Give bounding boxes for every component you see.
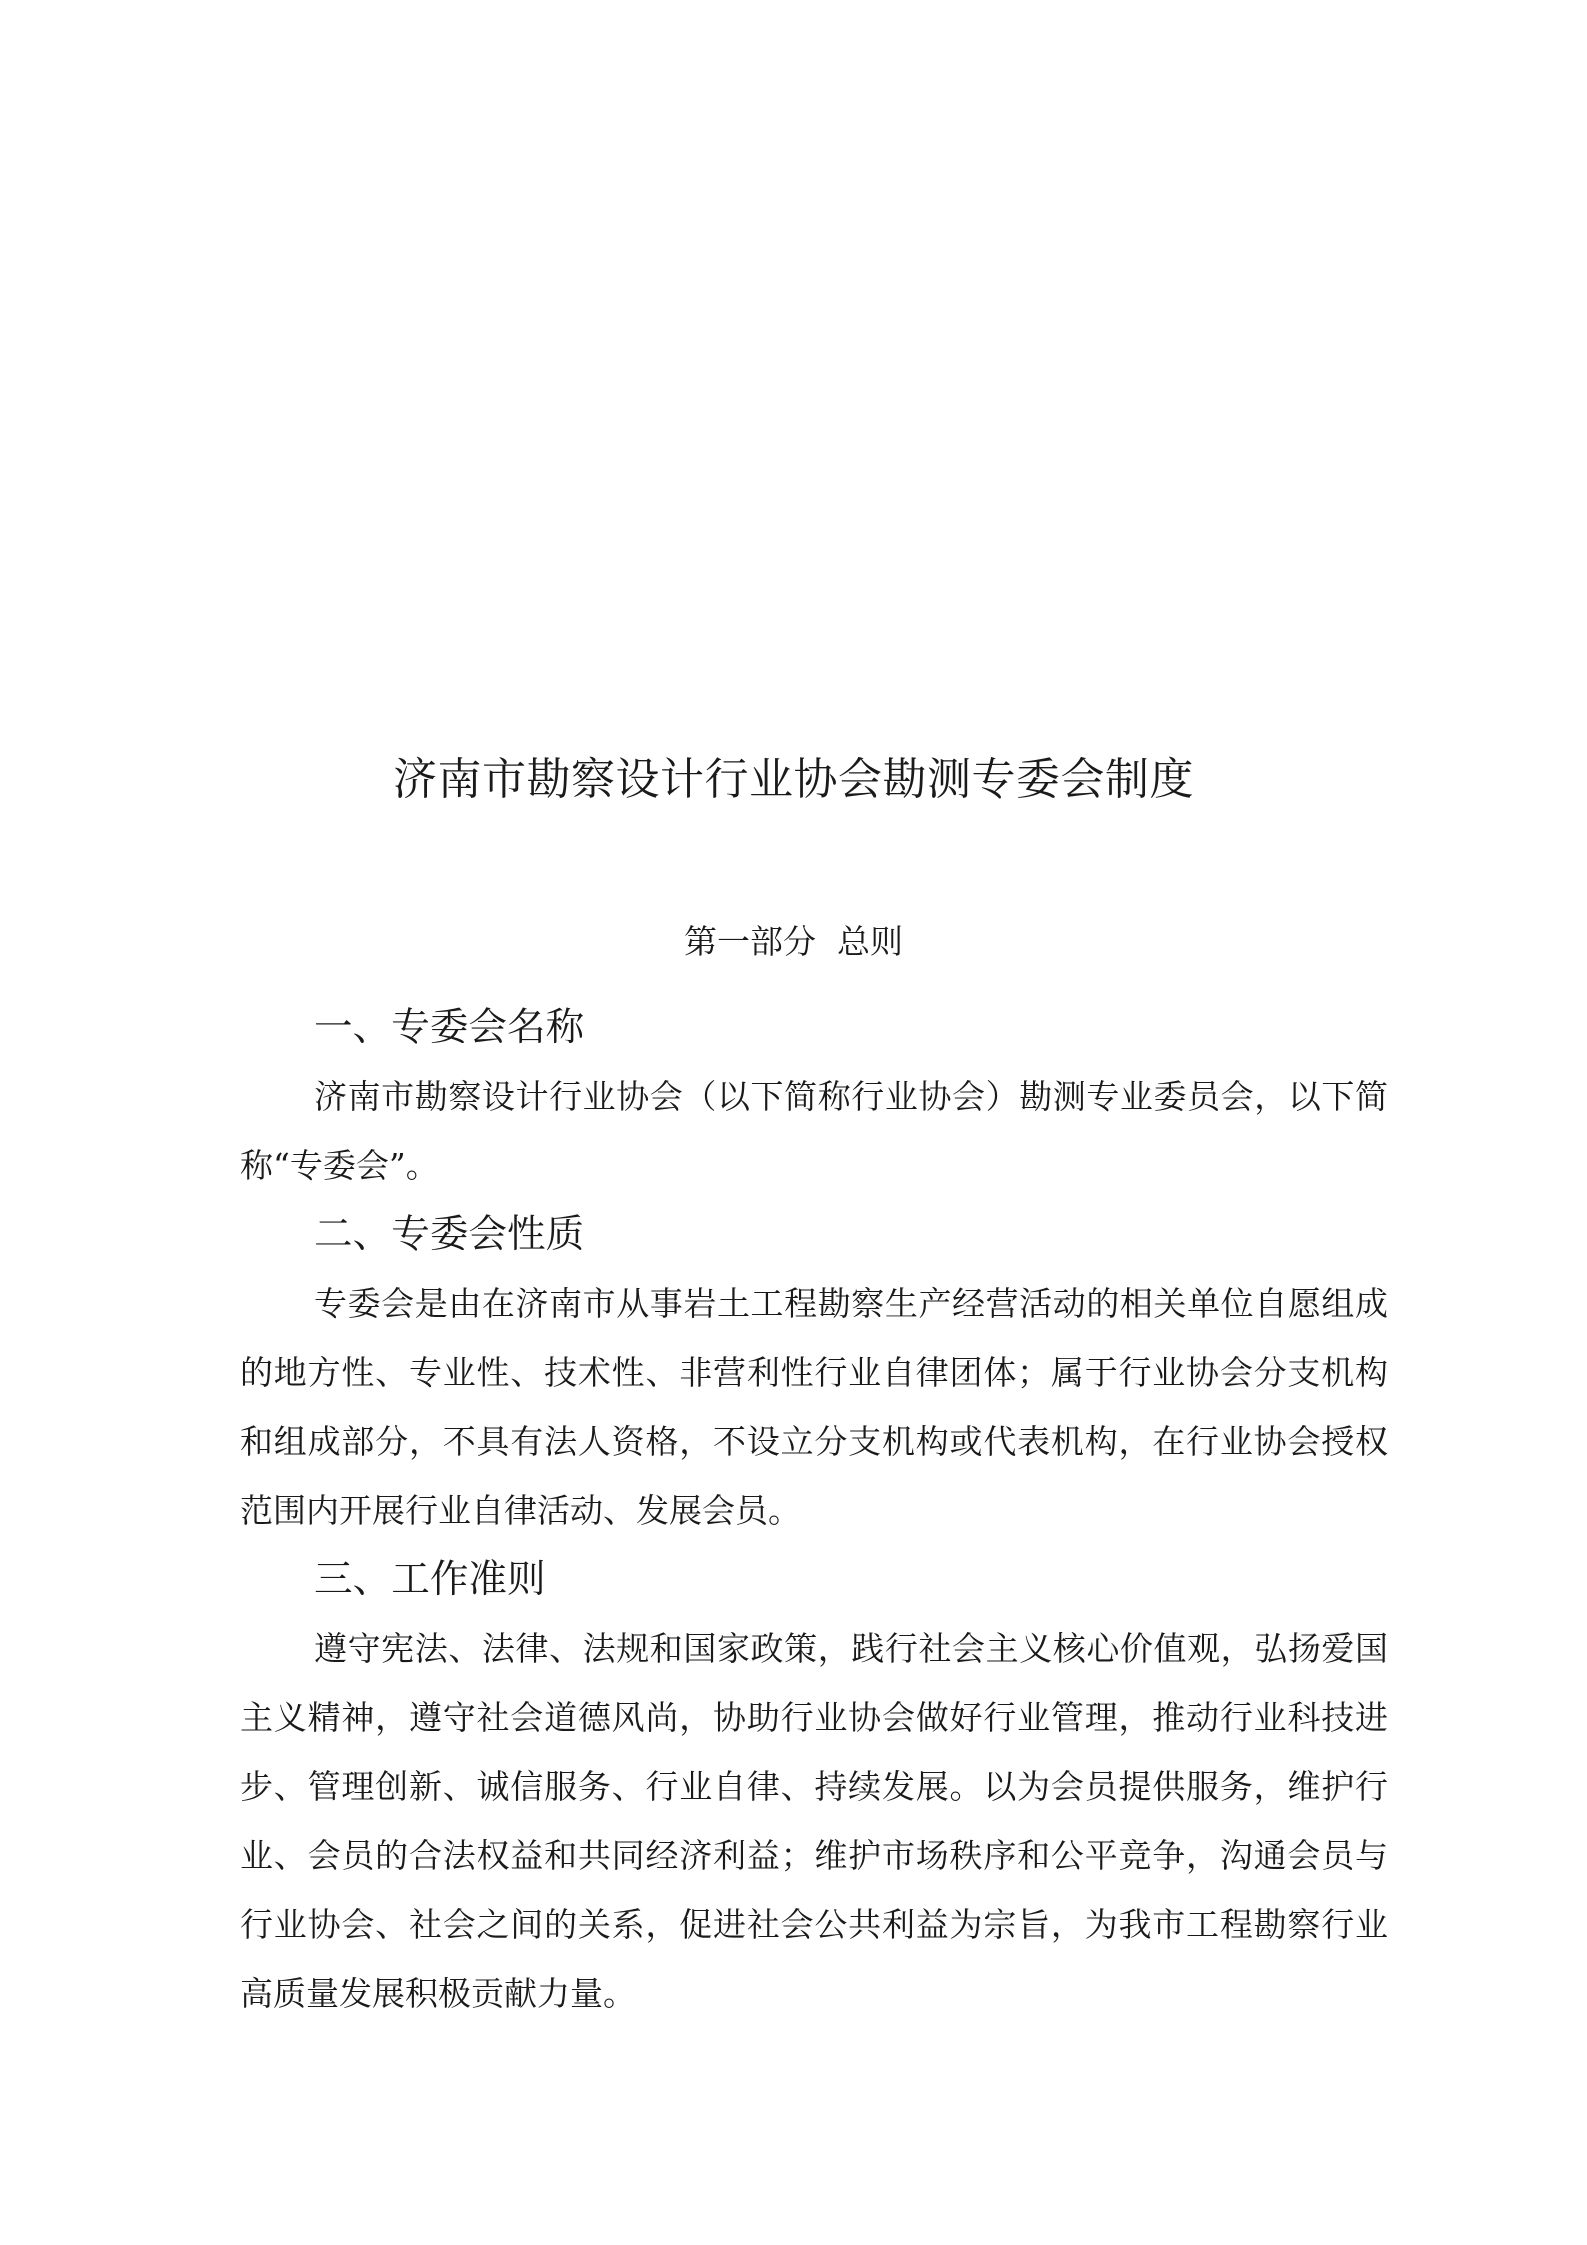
section-paragraph-nature: 专委会是由在济南市从事岩土工程勘察生产经营活动的相关单位自愿组成的地方性、专业性、技术性、非营利性行业自律团体；属于行业协会分支机构和组成部分，不具有法人资格，不设立分支机构或代表机构，在行业协会授权范围内开展行业自律活动、发展会员。 — [240, 1284, 1388, 1530]
document-body — [240, 993, 1388, 2028]
section-paragraph-principles: 遵守宪法、法律、法规和国家政策，践行社会主义核心价值观，弘扬爱国主义精神，遵守社会道德风尚，协助行业协会做好行业管理，推动行业科技进步、管理创新、诚信服务、行业自律、持续发展。以为会员提供服务，维护行业、会员的合法权益和共同经济利益；维护市场秩序和公平竞争，沟通会员与行业协会、社会之间的关系，促进社会公共利益为宗旨，为我市工程勘察行业高质量发展积极贡献力量。 — [240, 1629, 1388, 2013]
part-heading: 第一部分 总则 — [684, 922, 903, 961]
section-heading-principles: 三、工作准则 — [314, 1557, 546, 1602]
section-paragraph-name: 济南市勘察设计行业协会（以下简称行业协会）勘测专业委员会，以下简称“专委会”。 — [240, 1077, 1388, 1185]
section-heading-name: 一、专委会名称 — [314, 1005, 585, 1050]
document-title: 济南市勘察设计行业协会勘测专委会制度 — [393, 754, 1194, 805]
section-heading-nature: 二、专委会性质 — [314, 1212, 585, 1257]
